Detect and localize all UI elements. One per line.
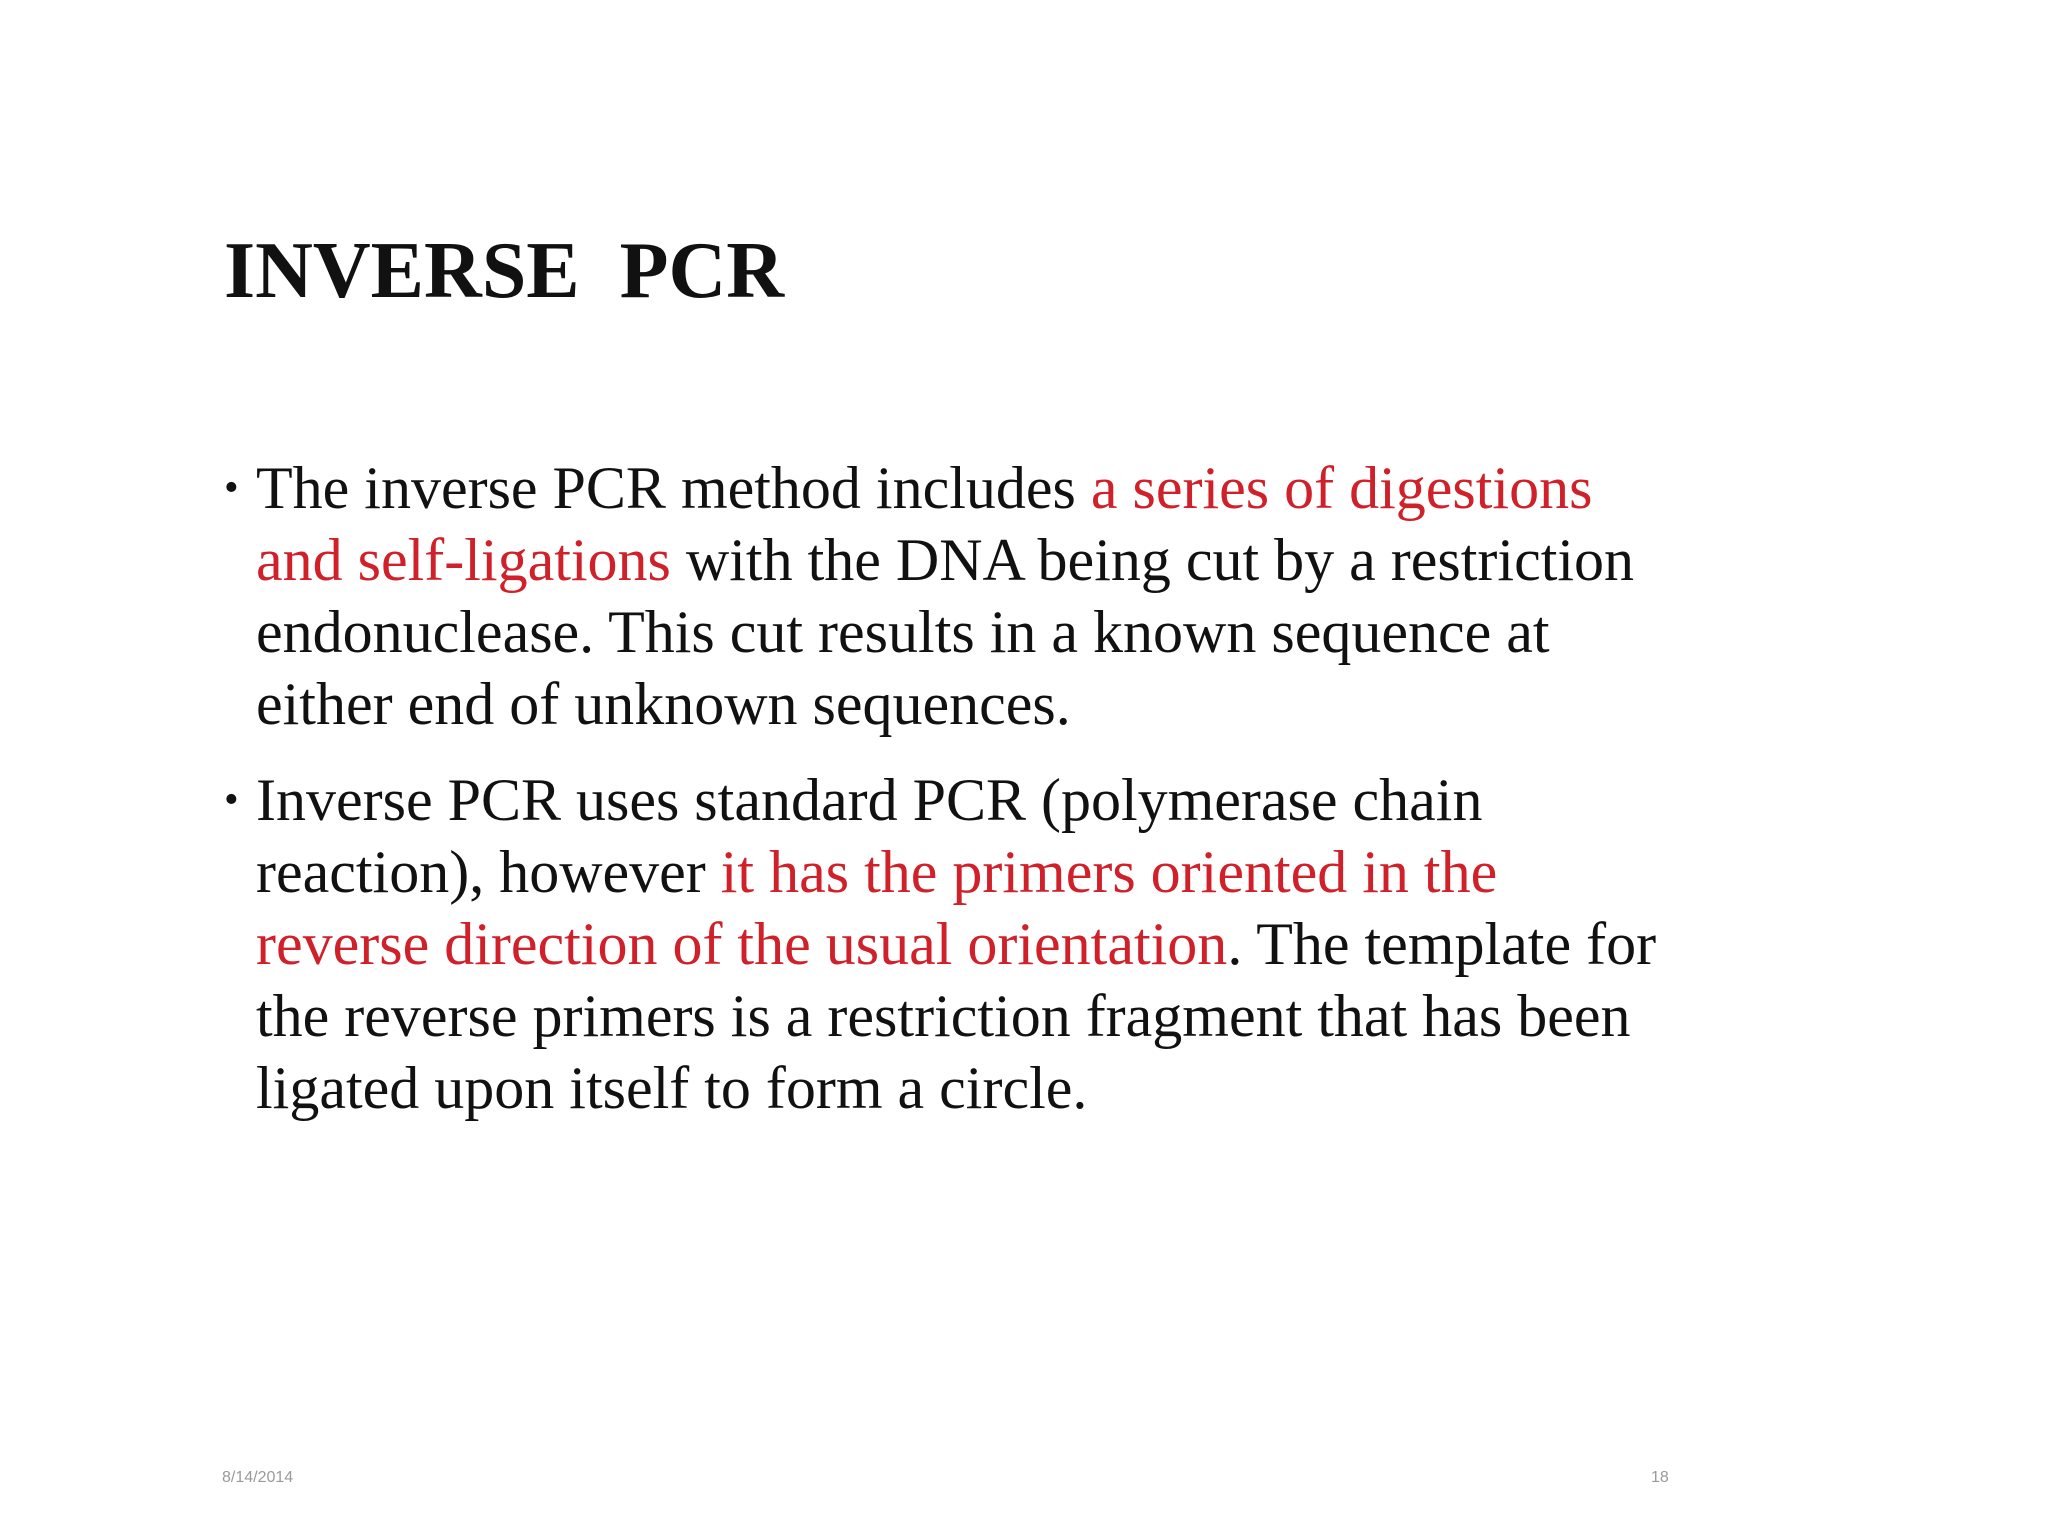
footer-date: 8/14/2014 [222, 1469, 294, 1486]
bullet-text-plain: The inverse PCR method includes [256, 455, 1091, 521]
bullet-item [224, 764, 1684, 1124]
bullet-text [256, 767, 1656, 1121]
bullet-icon: • [224, 777, 239, 823]
bullet-text [256, 455, 1634, 737]
bullet-item [224, 452, 1684, 740]
bullet-text-plain: . The template for the reverse primers is a restriction fragment that has been ligated upon itself to form a circle. [256, 911, 1657, 1121]
bullet-icon: • [224, 465, 239, 511]
footer-page-number: 18 [1651, 1469, 1669, 1486]
slide-content [224, 452, 1684, 1148]
bullet-text-highlight: it has the primers oriented in the reverse direction of the usual orientation [256, 839, 1498, 977]
bullet-text-plain: Inverse PCR uses standard PCR (polymerase chain reaction), however [256, 767, 1483, 905]
bullet-text-highlight: a series of digestions and self-ligations [256, 455, 1593, 593]
bullet-text-plain: with the DNA being cut by a restriction endonuclease. This cut results in a known sequence at either end of unknown sequences. [256, 527, 1635, 737]
slide-title: INVERSE PCR [224, 227, 785, 315]
